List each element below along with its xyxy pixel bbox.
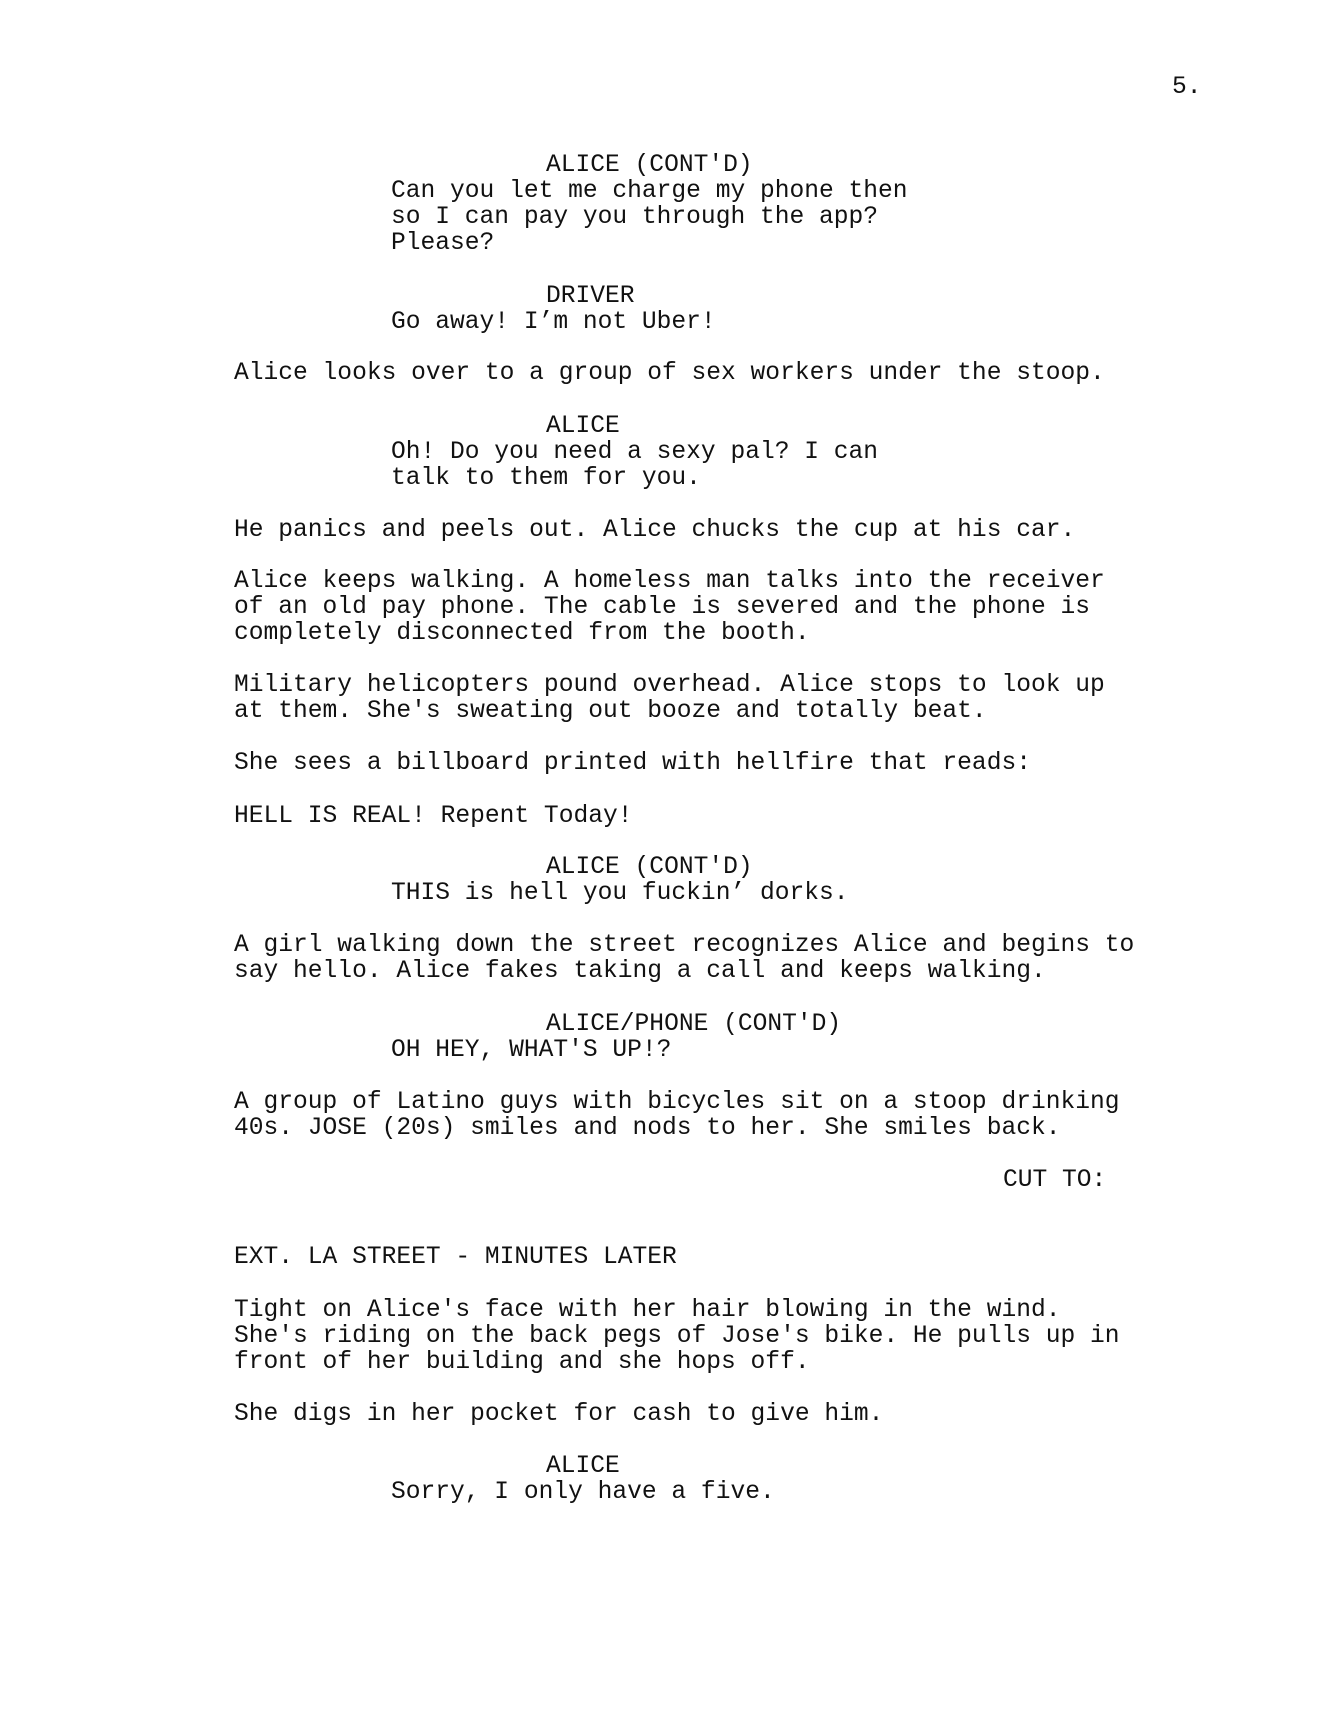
transition-block: CUT TO: <box>1003 1167 1107 1194</box>
action-block: He panics and peels out. Alice chucks the cup at his car. <box>234 517 1076 544</box>
action-block: Military helicopters pound overhead. Alice stops to look up at them. She's sweating out booze and totally beat. <box>234 672 1105 726</box>
dialogue-block: Oh! Do you need a sexy pal? I can talk to them for you. <box>391 439 879 493</box>
action-block: A group of Latino guys with bicycles sit on a stoop drinking 40s. JOSE (20s) smiles and nods to her. She smiles back. <box>234 1089 1120 1143</box>
action-block: A girl walking down the street recognizes Alice and begins to say hello. Alice fakes taking a call and keeps walking. <box>234 932 1135 986</box>
action-block: HELL IS REAL! Repent Today! <box>234 803 633 830</box>
character-block: ALICE/PHONE (CONT'D) <box>546 1011 842 1038</box>
action-block: Alice keeps walking. A homeless man talks into the receiver of an old pay phone. The cable is severed and the phone is completely disconnected from the booth. <box>234 568 1105 648</box>
character-block: ALICE (CONT'D) <box>546 152 753 179</box>
action-block: She sees a billboard printed with hellfire that reads: <box>234 750 1031 777</box>
character-block: ALICE <box>546 413 620 440</box>
character-block: DRIVER <box>546 283 635 310</box>
action-block: Tight on Alice's face with her hair blowing in the wind. She's riding on the back pegs of Jose's bike. He pulls up in front of her building and she hops off. <box>234 1297 1120 1377</box>
character-block: ALICE (CONT'D) <box>546 854 753 881</box>
page-number: 5. <box>1172 74 1202 101</box>
action-block: She digs in her pocket for cash to give him. <box>234 1401 884 1428</box>
dialogue-block: THIS is hell you fuckin’ dorks. <box>391 880 849 907</box>
action-block: Alice looks over to a group of sex workers under the stoop. <box>234 360 1105 387</box>
character-block: ALICE <box>546 1453 620 1480</box>
dialogue-block: Go away! I’m not Uber! <box>391 309 716 336</box>
scene-heading: EXT. LA STREET - MINUTES LATER <box>234 1244 677 1271</box>
dialogue-block: Sorry, I only have a five. <box>391 1479 775 1506</box>
dialogue-block: OH HEY, WHAT'S UP!? <box>391 1037 672 1064</box>
dialogue-block: Can you let me charge my phone then so I can pay you through the app? Please? <box>391 178 908 258</box>
